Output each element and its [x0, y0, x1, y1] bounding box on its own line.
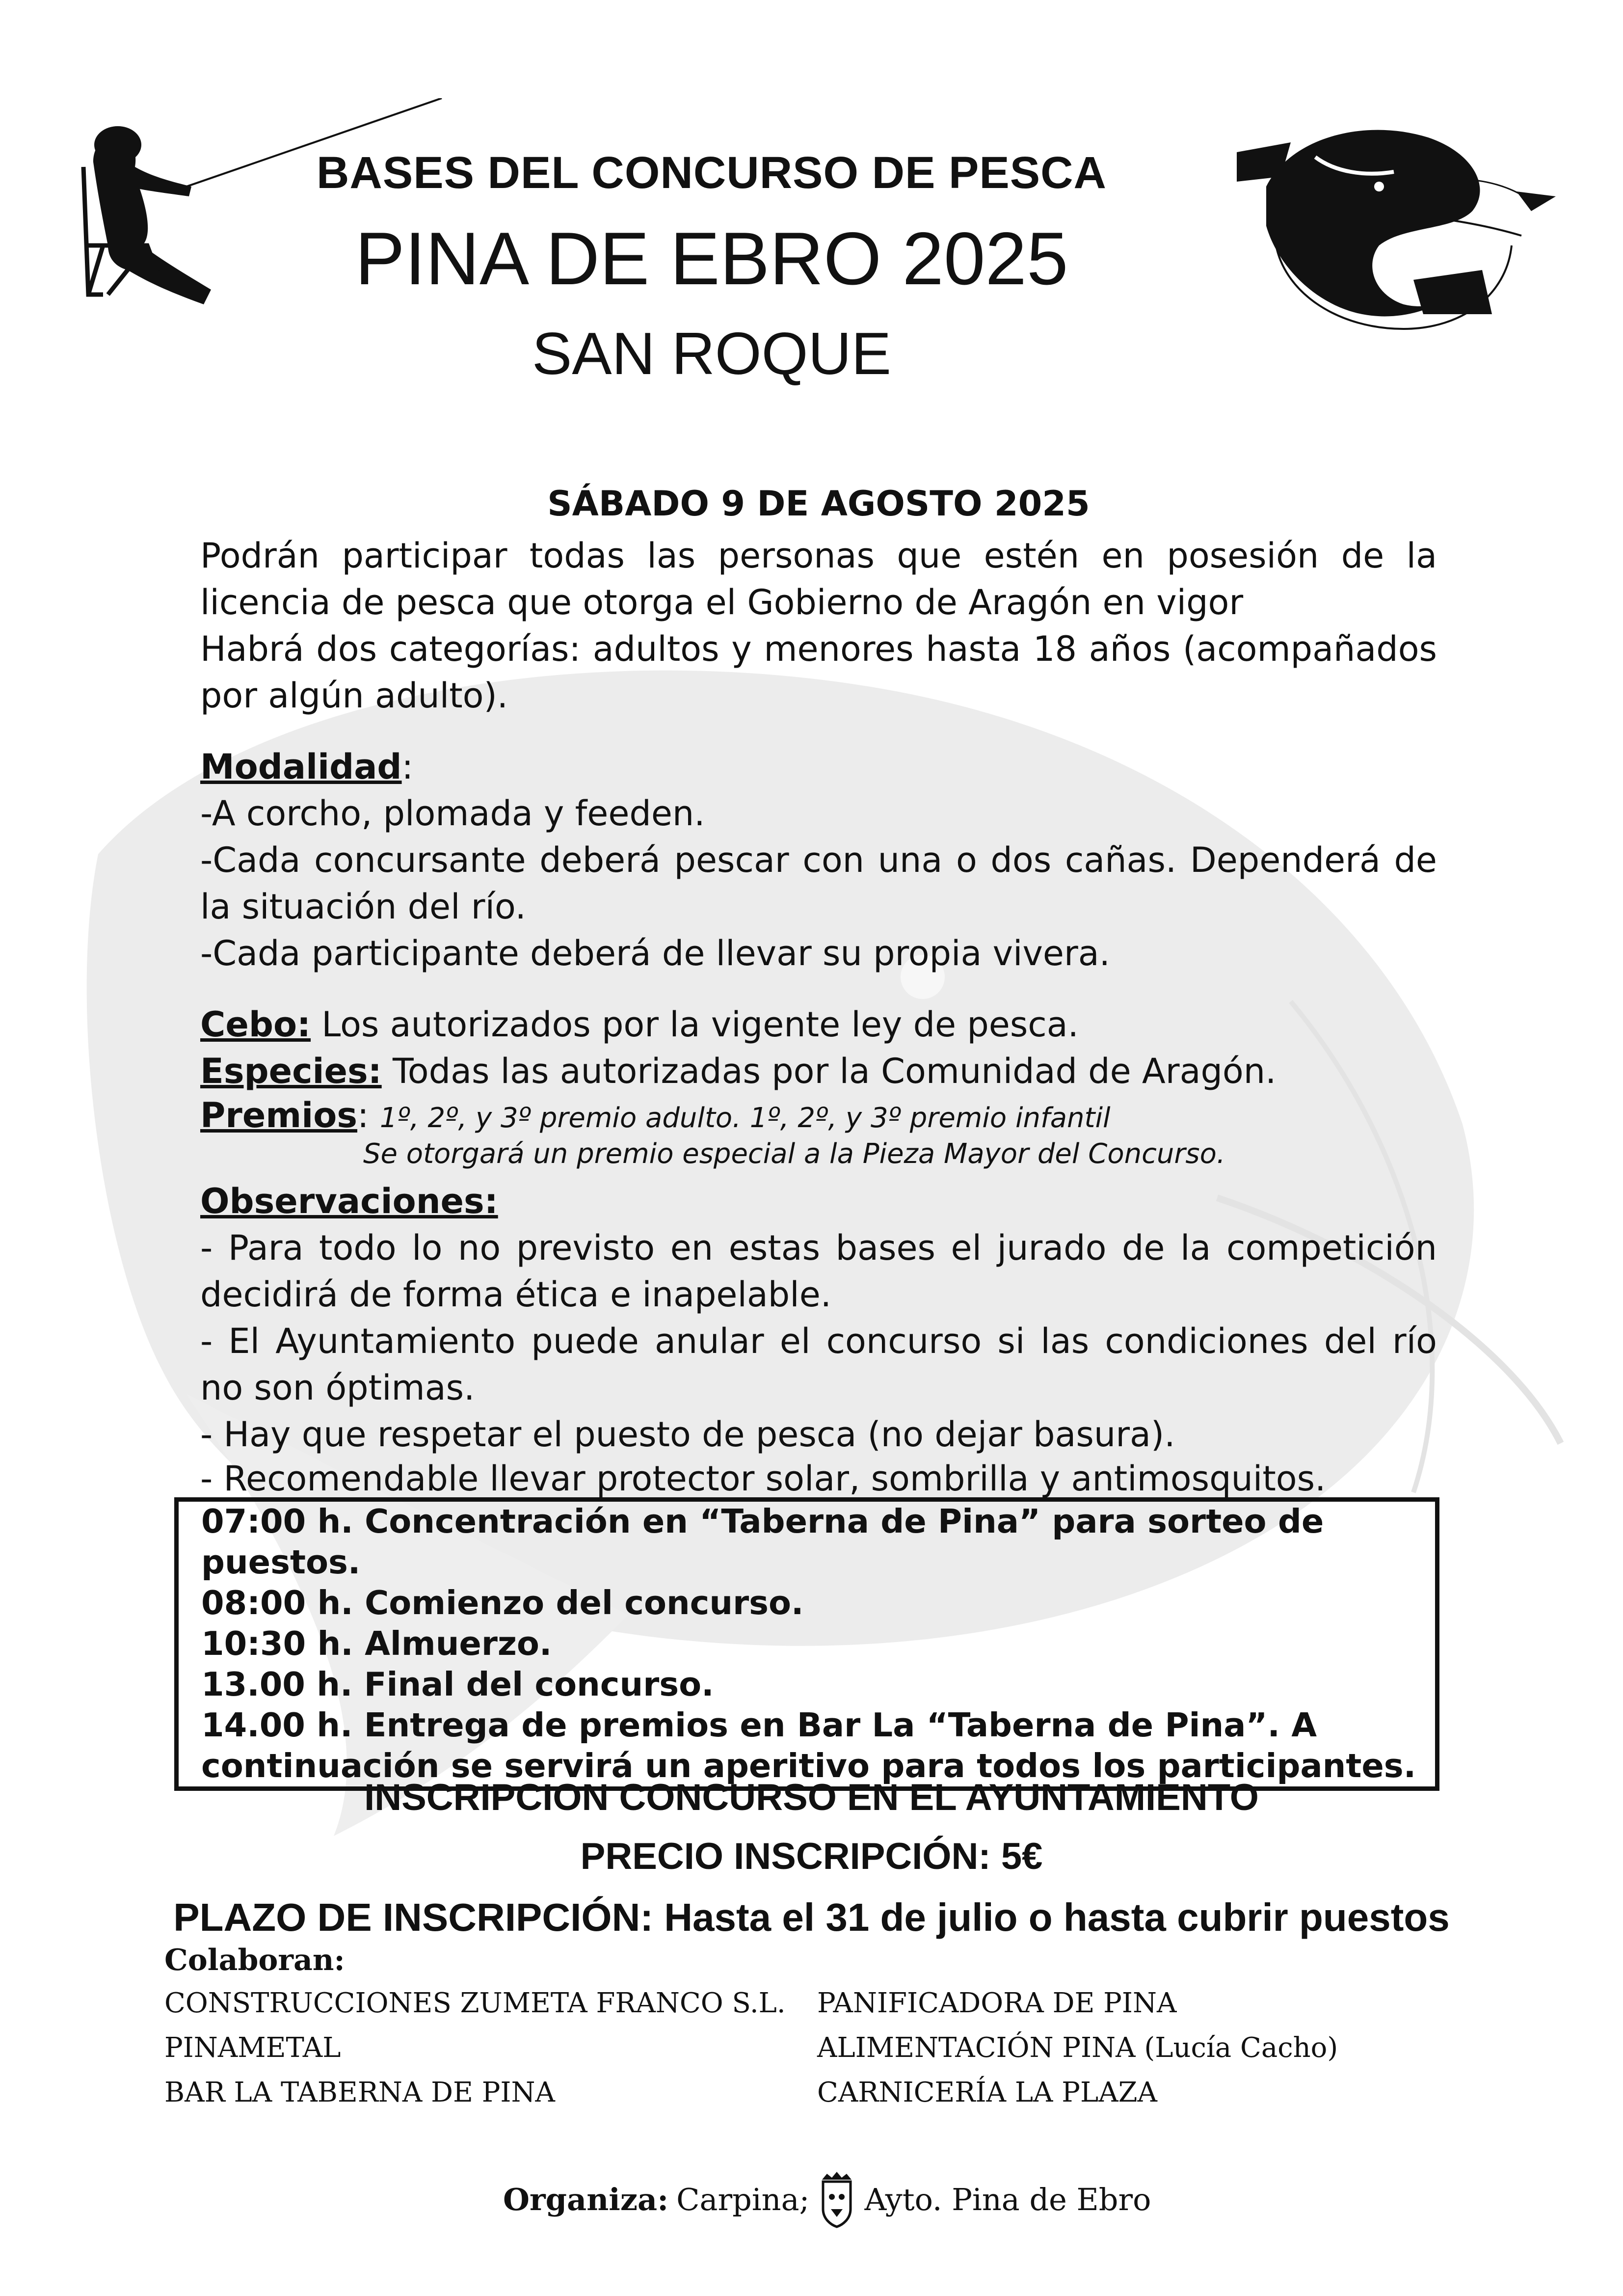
premios-label: Premios	[200, 1095, 357, 1135]
observaciones-item-2: - El Ayuntamiento puede anular el concurso si las condiciones del río no son óptimas.	[200, 1321, 1437, 1408]
schedule-list	[201, 1501, 1423, 1786]
observaciones-item-4: - Recomendable llevar protector solar, sombrilla y antimosquitos.	[200, 1459, 1326, 1499]
collaborators-title: Colaboran:	[164, 1943, 345, 1977]
intro-eligibility: Podrán participar todas las personas que estén en posesión de la licencia de pesca que otorga el Gobierno de Aragón en vigor	[200, 536, 1437, 622]
organizer-carpina: Carpina;	[676, 2181, 810, 2217]
registration-location: INSCRIPCION CONCURSO EN EL AYUNTAMIENTO	[364, 1777, 1259, 1818]
schedule-item: 10:30 h. Almuerzo.	[201, 1624, 552, 1663]
especies-label: Especies:	[200, 1051, 382, 1091]
schedule-item: 14.00 h. Entrega de premios en Bar La “Taberna de Pina”. A continuación se servirá un aperitivo para todos los participantes.	[201, 1706, 1416, 1785]
modalidad-item-1: -A corcho, plomada y feeden.	[200, 793, 705, 834]
cebo-text: Los autorizados por la vigente ley de pesca.	[311, 1004, 1079, 1045]
collaborator-item: PANIFICADORA DE PINA	[817, 1987, 1177, 2019]
heading-festivity: SAN ROQUE	[532, 320, 892, 387]
cebo-label: Cebo:	[200, 1004, 311, 1045]
organizer-ayuntamiento: Ayto. Pina de Ebro	[864, 2181, 1151, 2217]
intro-categories: Habrá dos categorías: adultos y menores hasta 18 años (acompañados por algún adulto).	[200, 629, 1437, 716]
event-date: SÁBADO 9 DE AGOSTO 2025	[547, 484, 1090, 524]
registration-deadline: PLAZO DE INSCRIPCIÓN: Hasta el 31 de julio o hasta cubrir puestos	[173, 1895, 1450, 1939]
collaborator-item: ALIMENTACIÓN PINA (Lucía Cacho)	[817, 2032, 1338, 2064]
modalidad-item-3: -Cada participante deberá de llevar su propia vivera.	[200, 933, 1110, 973]
registration-price: PRECIO INSCRIPCIÓN: 5€	[580, 1836, 1043, 1877]
observaciones-item-1: - Para todo lo no previsto en estas bases el jurado de la competición decidirá de forma ética e inapelable.	[200, 1228, 1437, 1315]
schedule-item: 13.00 h. Final del concurso.	[201, 1665, 714, 1703]
collaborator-item: PINAMETAL	[164, 2032, 341, 2064]
collaborators-left	[164, 1981, 786, 2115]
premios-line	[200, 1092, 1437, 1141]
collaborators-right	[817, 1981, 1338, 2115]
schedule-item: 07:00 h. Concentración en “Taberna de Pina” para sorteo de puestos.	[201, 1502, 1324, 1581]
premios-special-note: Se otorgará un premio especial a la Pieza Mayor del Concurso.	[363, 1138, 1225, 1170]
premios-colon: :	[357, 1095, 380, 1135]
modalidad-item-2: -Cada concursante deberá pescar con una o dos cañas. Dependerá de la situación del río.	[200, 840, 1437, 927]
collaborator-item: BAR LA TABERNA DE PINA	[164, 2077, 555, 2108]
schedule-item: 08:00 h. Comienzo del concurso.	[201, 1584, 804, 1622]
especies-line	[200, 1048, 1437, 1095]
organizers-label: Organiza:	[503, 2181, 669, 2217]
collaborator-item: CONSTRUCCIONES ZUMETA FRANCO S.L.	[164, 1987, 786, 2019]
observaciones-heading	[200, 1178, 1437, 1225]
premios-text: 1º, 2º, y 3º premio adulto. 1º, 2º, y 3º premio infantil	[379, 1102, 1111, 1134]
cebo-line	[200, 1001, 1437, 1048]
organizers-line	[503, 2170, 1151, 2229]
town-crest-icon	[817, 2170, 856, 2229]
modalidad-colon: :	[401, 747, 414, 787]
modalidad-heading	[200, 744, 1437, 790]
modalidad-label: Modalidad	[200, 747, 402, 787]
observaciones-item-3: - Hay que respetar el puesto de pesca (no dejar basura).	[200, 1414, 1175, 1455]
heading-event-name: PINA DE EBRO 2025	[355, 217, 1068, 300]
collaborator-item: CARNICERÍA LA PLAZA	[817, 2077, 1157, 2108]
heading-contest-rules: BASES DEL CONCURSO DE PESCA	[316, 148, 1107, 198]
observaciones-label: Observaciones:	[200, 1181, 498, 1221]
especies-text: Todas las autorizadas por la Comunidad de Aragón.	[381, 1051, 1277, 1091]
